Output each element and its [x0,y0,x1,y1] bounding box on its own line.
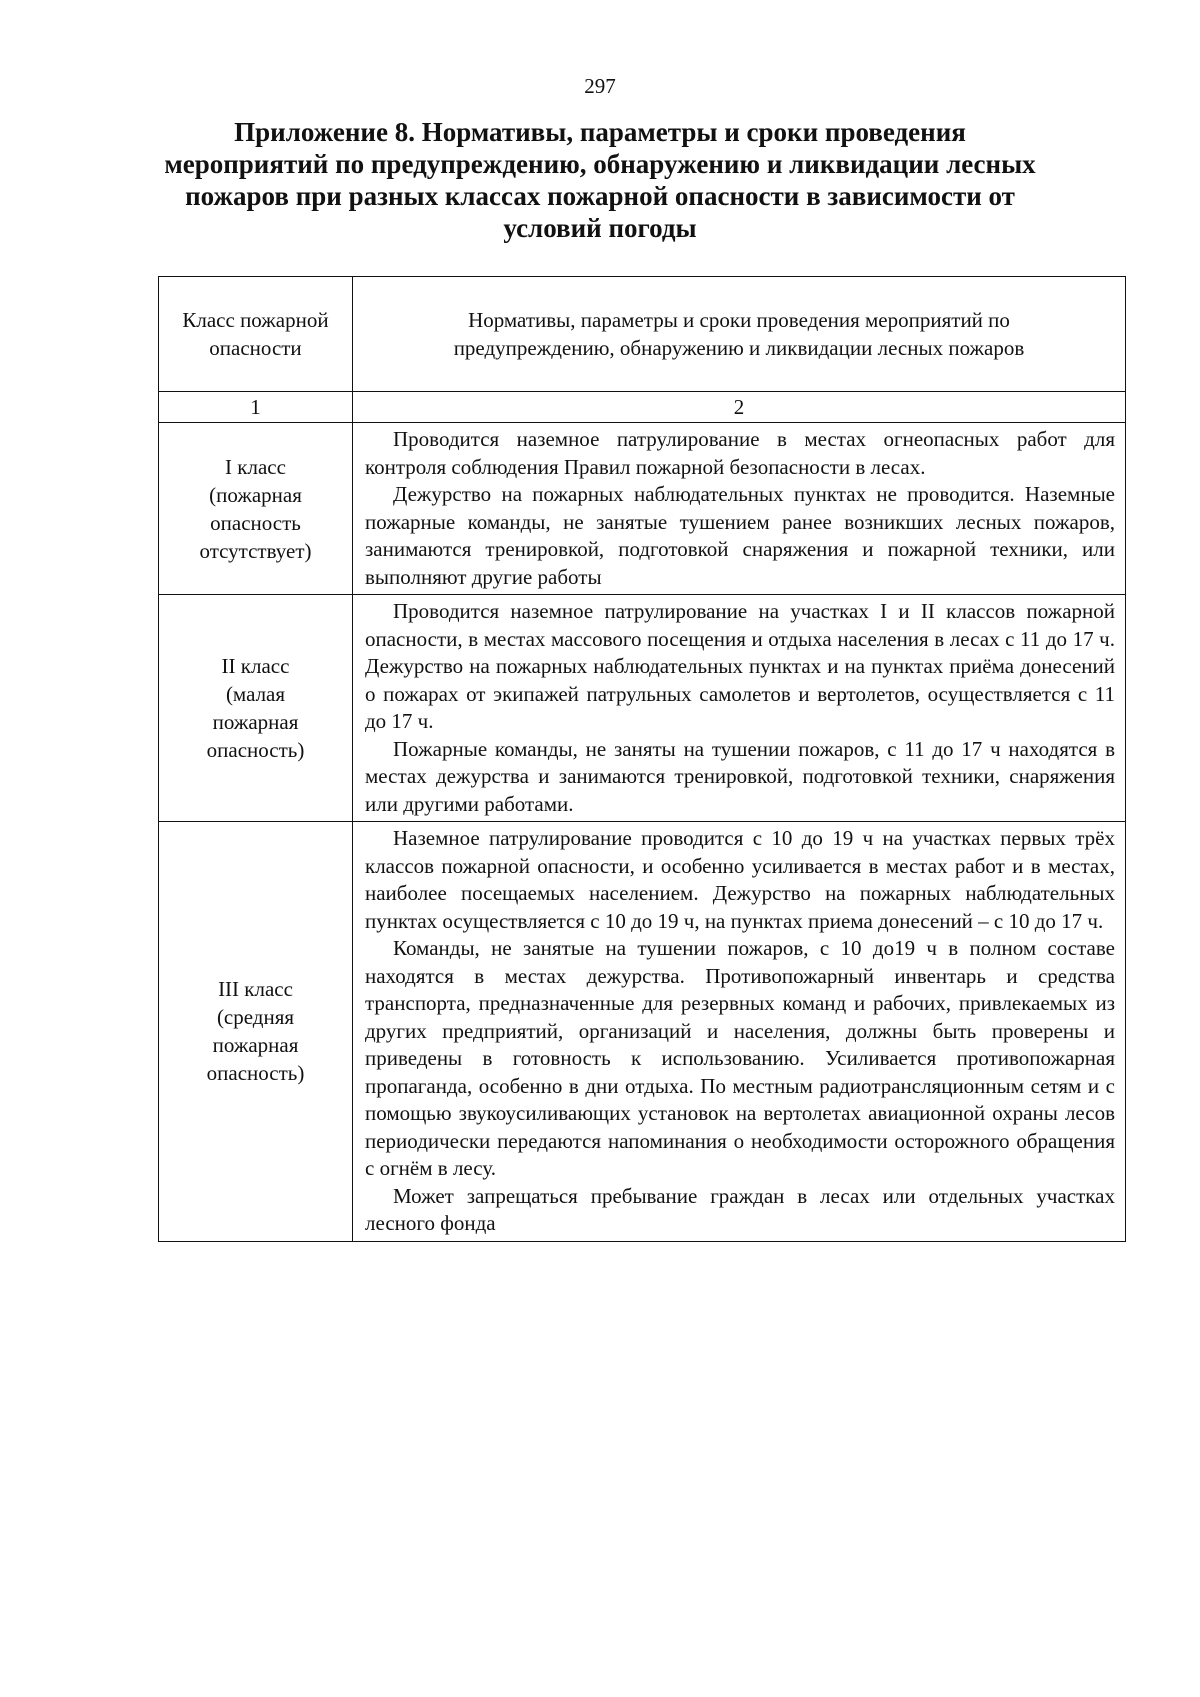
class-description: (средняя пожарная опасность) [206,1005,305,1086]
class-description: (пожарная опасность отсутствует) [199,482,312,563]
table-row [159,822,1126,1242]
class-cell [159,423,353,595]
class-description: (малая пожарная опасность) [206,682,305,762]
column-number-row [159,392,1126,423]
measure-paragraph: Проводится наземное патрулирование в местах огнеопасных работ для контроля соблюдения Правил пожарной безопасности в лесах. [365,427,1115,479]
class-cell [159,595,353,822]
measure-paragraph: Дежурство на пожарных наблюдательных пунктах не проводится. Наземные пожарные команды, не занятые тушением ранее возникших лесных пожаров, занимаются тренировкой, подготовкой снаряжения и пожарной техники, или выполняют другие работы [365,482,1115,589]
page-title: Приложение 8. Нормативы, параметры и сроки проведения мероприятий по предупреждению, обнаружению и ликвидации лесных пожаров при разных классах пожарной опасности в зависимости от условий погоды [164,117,1036,243]
table-header-row [159,277,1126,392]
norms-table [158,276,1126,1242]
header-cell-class: Класс пожарной опасности [159,277,353,392]
class-name: III класс [218,977,293,1002]
measure-paragraph: Может запрещаться пребывание граждан в лесах или отдельных участках лесного фонда [365,1183,1115,1235]
measures-cell [353,822,1126,1242]
table-row [159,595,1126,822]
table-row [159,423,1126,595]
measure-paragraph: Наземное патрулирование проводится с 10 до 19 ч на участках первых трёх классов пожарной опасности, и особенно усиливается в местах работ и в местах, наиболее посещаемых населением. Дежурство на пожарных наблюдательных пунктах осуществляется с 10 до 19 ч, на пунктах приема донесений – с 10 до 17 ч. [365,826,1115,933]
column-number-2: 2 [353,392,1126,423]
class-name: II класс [221,654,290,678]
measure-paragraph: Проводится наземное патрулирование на участках I и II классов пожарной опасности, в местах массового посещения и отдыха населения в лесах с 11 до 17 ч. Дежурство на пожарных наблюдательных пунктах и на пунктах приёма донесений о пожарах от экипажей патрульных самолетов и вертолетов, осуществляется с 11 до 17 ч. [365,599,1115,733]
measures-cell [353,423,1126,595]
measures-cell [353,595,1126,822]
column-number-1: 1 [159,392,353,423]
page-number: 297 [584,74,616,98]
header-cell-norms: Нормативы, параметры и сроки проведения мероприятий по предупреждению, обнаружению и ликвидации лесных пожаров [353,277,1126,392]
measure-paragraph: Пожарные команды, не заняты на тушении пожаров, с 11 до 17 ч находятся в местах дежурства и занимаются тренировкой, подготовкой техники, снаряжения или другими работами. [365,736,1115,816]
class-cell [159,822,353,1242]
measure-paragraph: Команды, не занятые на тушении пожаров, с 10 до19 ч в полном составе находятся в местах дежурства. Противопожарный инвентарь и средства транспорта, предназначенные для резервных команд и рабочих, привлекаемых из других предприятий, организаций и населения, должны быть проверены и приведены в готовность к использованию. Усиливается противопожарная пропаганда, особенно в дни отдыха. По местным радиотрансляционным сетям и с помощью звукоусиливающих установок на вертолетах авиационной охраны лесов периодически передаются напоминания о необходимости осторожного обращения с огнём в лесу. [365,936,1115,1180]
class-name: I класс [225,454,286,479]
